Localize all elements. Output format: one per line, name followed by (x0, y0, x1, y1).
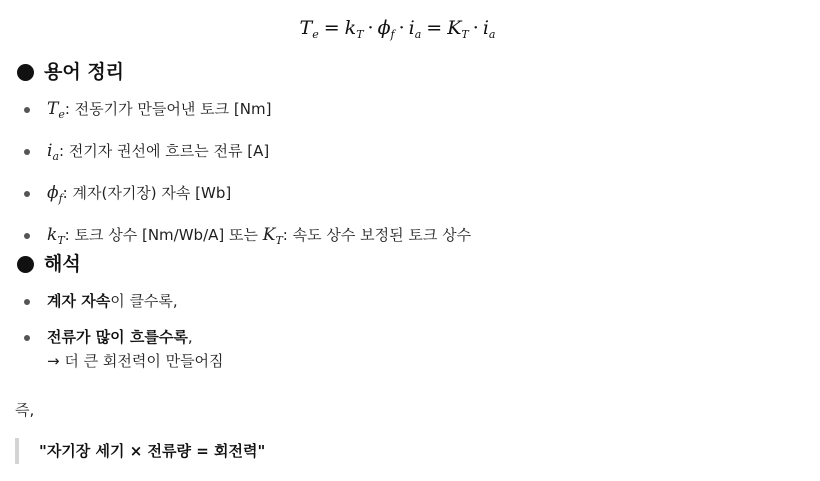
summary-quote: "자기장 세기 × 전류량 = 회전력" (15, 438, 265, 464)
formula-phi: $\phi_f$ (377, 17, 395, 41)
black-circle-icon (17, 256, 34, 273)
black-circle-icon (17, 64, 34, 81)
list-item: $k_T$: 토크 상수 [Nm/Wb/A] 또는 $K_T$: 속도 상수 보정된 토크 상수 (0, 223, 471, 253)
terms-list (0, 97, 471, 253)
formula-torque: $T_e$ (299, 17, 319, 41)
list-item: $i_a$: 전기자 권선에 흐르는 전류 [A] (0, 139, 471, 169)
formula-i2: $i_a$ (482, 17, 496, 41)
formula-i: $i_a$ (408, 17, 422, 41)
terms-heading-text: 용어 정리 (44, 61, 125, 83)
list-item: $\phi_f$: 계자(자기장) 자속 [Wb] (0, 181, 471, 211)
conclusion-text: 즉, (15, 401, 35, 419)
formula-K: $K_T$ (447, 17, 469, 41)
list-item: 계자 자속이 클수록, (0, 289, 224, 313)
arrow-result-line: → 더 큰 회전력이 만들어짐 (47, 352, 224, 370)
list-item: 전류가 많이 흐를수록, → 더 큰 회전력이 만들어짐 (0, 325, 224, 373)
analysis-heading-text: 해석 (44, 253, 81, 275)
torque-formula: $T_e = k_T \cdot \phi_f \cdot i_a = K_T \cdot i_a$ (299, 17, 496, 41)
formula-k: $k_T$ (344, 17, 364, 41)
analysis-list (0, 289, 224, 373)
analysis-heading (15, 251, 81, 277)
terms-heading (15, 59, 124, 85)
list-item: $T_e$: 전동기가 만들어낸 토크 [Nm] (0, 97, 471, 127)
